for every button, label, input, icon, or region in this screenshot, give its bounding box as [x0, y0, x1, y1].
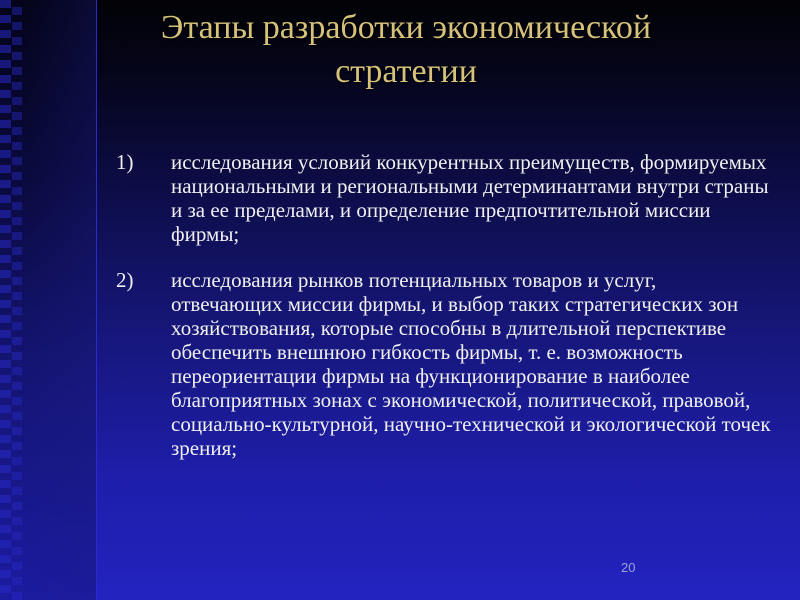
film-strip-decoration-secondary [12, 0, 22, 600]
decorative-sidebar [0, 0, 97, 600]
list-item-number: 2) [116, 268, 134, 292]
list-item [116, 268, 776, 460]
slide-page-number: 20 [621, 560, 636, 575]
list-item [116, 150, 776, 246]
slide-title: Этапы разработки экономической стратегии [160, 9, 652, 90]
slide-content [96, 0, 800, 600]
list-item-number: 1) [116, 150, 134, 174]
numbered-list [116, 150, 776, 482]
list-item-text: исследования условий конкурентных преимуществ, формируемых национальными и региональными детерминантами внутри страны и за ее пределами, и определение предпочтительной миссии фирмы; [171, 150, 769, 246]
sidebar-glow [26, 0, 96, 600]
list-item-text: исследования рынков потенциальных товаров и услуг, отвечающих миссии фирмы, и выбор таких стратегических зон хозяйствования, которые способны в длительной перспективе обеспечить внешнюю гибкость фирмы, т. е. возможность переориентации фирмы на функционирование в наиболее благоприятных зонах с экономической, политической, правовой, социально-культурной, научно-технической и экологической точек зрения; [171, 268, 771, 460]
